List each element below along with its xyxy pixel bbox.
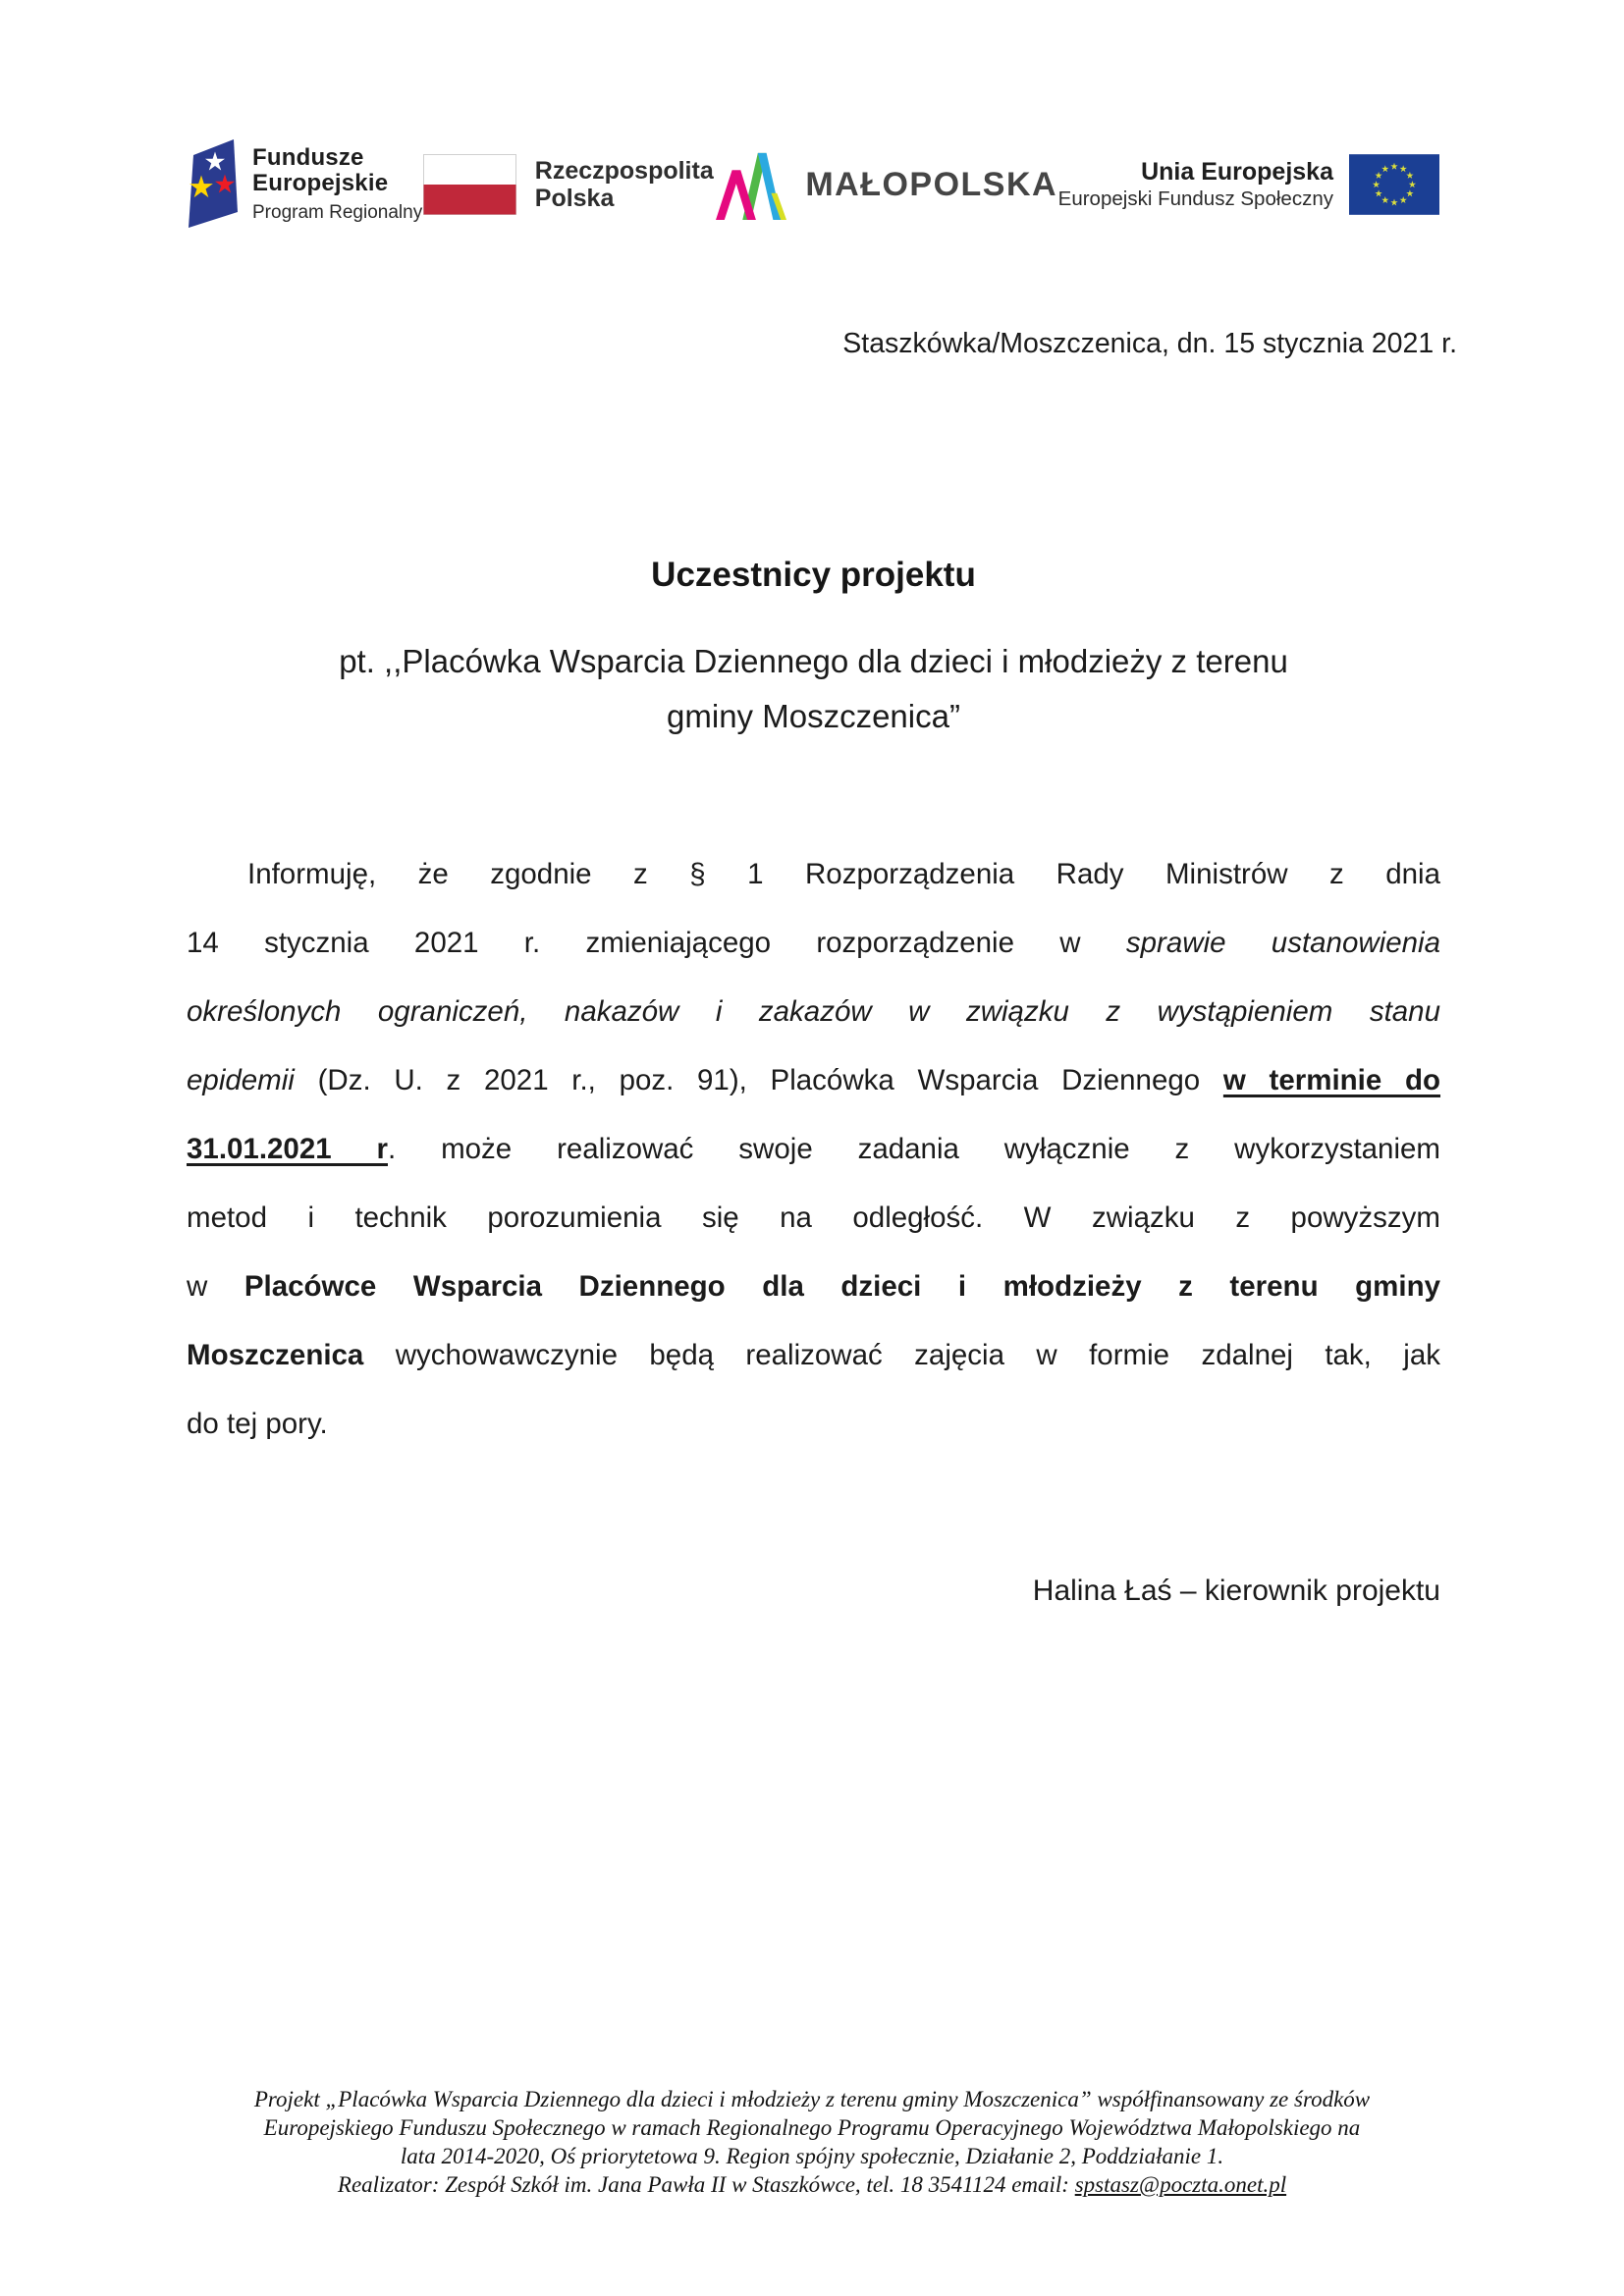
body-segment-bold-underline: 31.01.2021 r: [187, 1133, 388, 1165]
body-segment-italic: epidemii: [187, 1064, 295, 1096]
dateline: Staszkówka/Moszczenica, dn. 15 stycznia 2021 r.: [842, 328, 1457, 359]
footer-note: [147, 2085, 1477, 2199]
footer-line: Projekt „Placówka Wsparcia Dziennego dla dzieci i młodzieży z terenu gminy Moszczenica” współfinansowany ze środków: [253, 2087, 1371, 2111]
signature: Halina Łaś – kierownik projektu: [1032, 1575, 1440, 1607]
body-line: [187, 840, 1440, 909]
body-segment: wychowawczynie będą realizować zajęcia w formie zdalnej tak, jak: [363, 1339, 1440, 1371]
document-subtitle: [187, 634, 1440, 744]
body-line: [187, 1253, 1440, 1321]
body-segment-italic: sprawie ustanowienia: [1125, 927, 1440, 959]
eu-fund-line: Europejski Fundusz Społeczny: [1057, 187, 1333, 210]
body-segment-bold: Placówce Wsparcia Dziennego dla dzieci i młodzieży z terenu gminy: [244, 1270, 1440, 1303]
logo-rzeczpospolita-polska: [423, 154, 714, 215]
body-segment: . może realizować swoje zadania wyłącznie z wykorzystaniem: [388, 1133, 1440, 1165]
fe-name-line: Fundusze: [252, 144, 364, 171]
body-line: [187, 1184, 1440, 1253]
fe-subtitle: Program Regionalny: [252, 202, 423, 223]
rp-logo-text: [535, 157, 714, 212]
document-title: Uczestnicy projektu: [651, 556, 976, 594]
body-paragraph: [187, 840, 1440, 1459]
body-segment: w: [187, 1270, 244, 1303]
body-line: [187, 978, 1440, 1046]
funding-logos-bar: [189, 139, 1439, 230]
fe-logo-text: [252, 145, 422, 224]
eu-flag-icon: [1349, 151, 1439, 218]
fe-name-line: Europejskie: [252, 170, 389, 196]
logo-unia-europejska: [1058, 151, 1439, 218]
subtitle-line: pt. ,,Placówka Wsparcia Dziennego dla dzieci i młodzieży z terenu: [339, 643, 1288, 679]
footer-line: Europejskiego Funduszu Społecznego w ramach Regionalnego Programu Operacyjnego Województwa Małopolskiego na: [263, 2115, 1361, 2140]
body-segment-bold: Moszczenica: [187, 1339, 364, 1371]
email-link[interactable]: spstasz@poczta.onet.pl: [1074, 2172, 1287, 2197]
subtitle-line: gminy Moszczenica”: [667, 698, 960, 734]
body-line: [187, 1046, 1440, 1115]
eu-name-line: Unia Europejska: [1141, 158, 1333, 186]
footer-line: lata 2014-2020, Oś priorytetowa 9. Region spójny społecznie, Działanie 2, Poddziałanie 1.: [400, 2144, 1224, 2168]
body-line: [187, 1115, 1440, 1184]
rp-name-line: Polska: [534, 185, 615, 212]
body-segment-italic: określonych ograniczeń, nakazów i zakazów w związku z wystąpieniem stanu: [187, 995, 1440, 1028]
body-line: [187, 1321, 1440, 1390]
body-segment: do tej pory.: [187, 1408, 328, 1440]
poland-flag-red: [423, 185, 515, 215]
body-segment: (Dz. U. z 2021 r., poz. 91), Placówka Wsparcia Dziennego: [294, 1064, 1223, 1096]
body-line: [187, 909, 1440, 978]
fundusze-europejskie-flag-icon: [189, 139, 240, 230]
body-line: [187, 1390, 1440, 1459]
footer-line: [147, 2170, 1477, 2199]
body-segment: metod i technik porozumienia się na odległość. W związku z powyższym: [187, 1201, 1440, 1234]
footer-realizator-text: Realizator: Zespół Szkół im. Jana Pawła II w Staszkówce, tel. 18 3541124 email:: [337, 2172, 1075, 2197]
body-segment-bold-underline: w terminie do: [1222, 1064, 1441, 1096]
malopolska-label: MAŁOPOLSKA: [805, 165, 1058, 203]
rp-name-line: Rzeczpospolita: [534, 157, 714, 185]
malopolska-m-icon: [714, 149, 790, 220]
poland-flag-icon: [423, 154, 516, 215]
logo-malopolska: [714, 149, 1057, 220]
logo-fundusze-europejskie: [189, 139, 422, 230]
eu-logo-text: [1058, 157, 1333, 212]
body-segment: Informuję, że zgodnie z § 1 Rozporządzenia Rady Ministrów z dnia: [247, 858, 1440, 890]
body-segment: 14 stycznia 2021 r. zmieniającego rozporządzenie w: [187, 927, 1126, 959]
